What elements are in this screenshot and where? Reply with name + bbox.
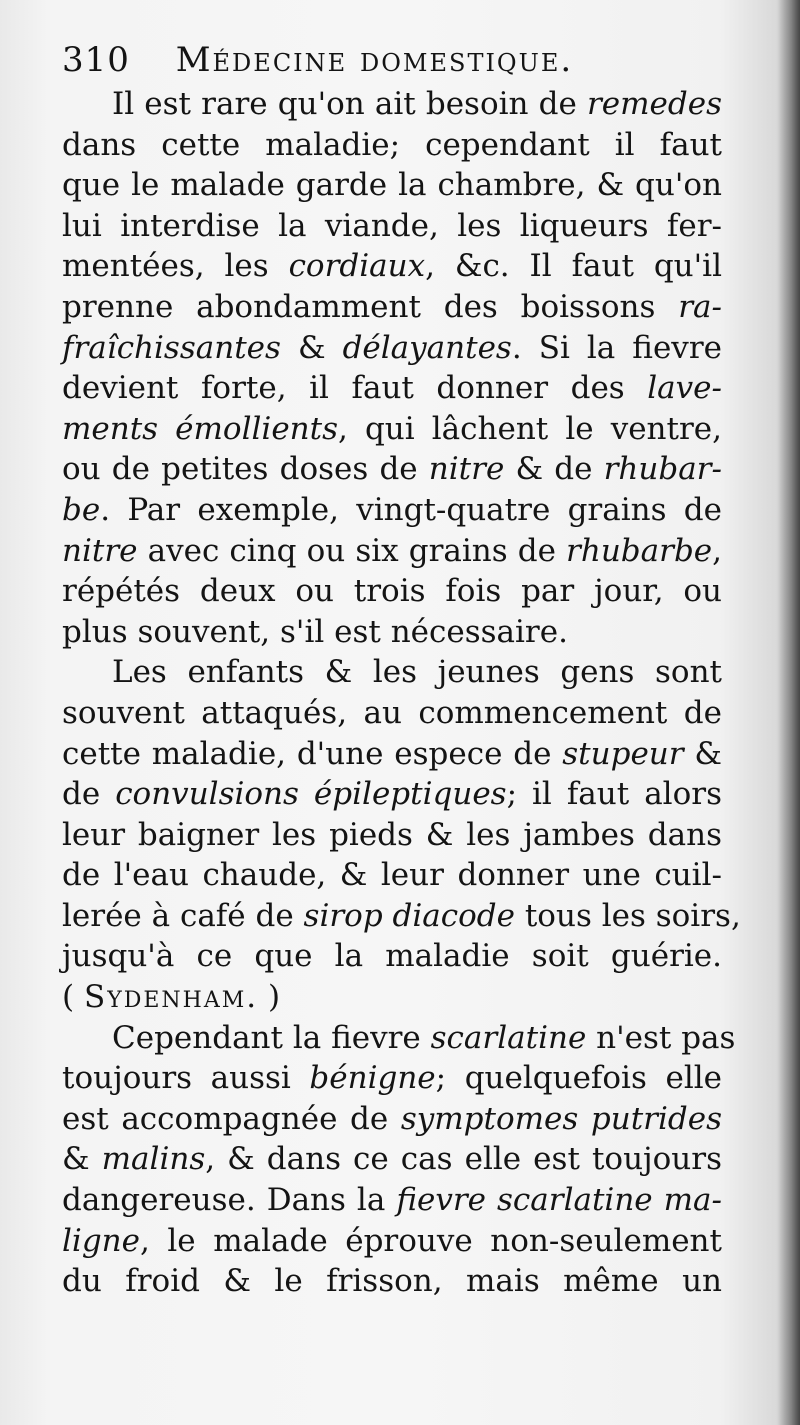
line-text: n'est pas: [586, 1019, 736, 1056]
line-text: que le malade garde la chambre, & qu'on: [62, 167, 722, 204]
page-header: [62, 40, 740, 88]
line-text: jusqu'à ce que la maladie soit guérie.: [62, 938, 722, 975]
text-line: [62, 1180, 722, 1221]
text-line: [62, 368, 722, 409]
italic-text: be: [62, 491, 101, 528]
line-text: répétés deux ou trois fois par jour, ou: [62, 573, 722, 610]
italic-text: malins: [101, 1141, 206, 1178]
line-text: de l'eau chaude, & leur donner une cuil-: [62, 857, 722, 894]
text-line: [62, 896, 741, 937]
text-line: [62, 1221, 722, 1262]
line-text: dangereuse. Dans la: [62, 1182, 397, 1219]
italic-text: rhubarbe: [566, 532, 713, 569]
text-line: [62, 531, 722, 572]
text-line: [62, 734, 722, 775]
italic-text: ra-: [678, 288, 722, 325]
italic-text: convulsions épileptiques: [115, 776, 507, 813]
line-text: lerée à café de: [62, 897, 304, 934]
text-line: [62, 936, 722, 977]
text-line: [62, 490, 722, 531]
text-line: [62, 571, 722, 612]
text-line: [62, 612, 722, 653]
line-text: tous les soirs,: [515, 897, 741, 934]
line-text: &: [62, 1141, 102, 1178]
line-text: plus souvent, s'il est nécessaire.: [62, 613, 568, 650]
line-text: &: [683, 735, 722, 772]
line-text: mentées, les: [62, 248, 289, 285]
text-line: [62, 1139, 722, 1180]
running-title: Médecine domestique.: [175, 40, 574, 80]
text-line: [62, 1058, 722, 1099]
line-text: est accompagnée de: [62, 1100, 401, 1137]
text-line: [62, 1018, 736, 1059]
line-text: dans cette maladie; cependant il faut: [62, 126, 722, 163]
line-text: , & dans ce cas elle est toujours: [205, 1141, 723, 1178]
line-text: du froid & le frisson, mais même un: [62, 1263, 722, 1300]
line-text: avec cinq ou six grains de: [137, 532, 567, 569]
line-text: de: [62, 776, 116, 813]
line-text: ,: [712, 532, 722, 569]
italic-text: rhubar-: [603, 451, 722, 488]
text-line: [62, 449, 722, 490]
italic-text: stupeur: [562, 735, 684, 772]
text-line: [62, 328, 722, 369]
line-text: , qui lâchent le ventre,: [338, 410, 722, 447]
line-text: , &c. Il faut qu'il: [425, 248, 723, 285]
italic-text: fraîchissantes: [62, 329, 281, 366]
line-text: ; il faut alors: [506, 776, 722, 813]
line-text: cette maladie, d'une espece de: [62, 735, 563, 772]
italic-text: remedes: [586, 86, 722, 122]
line-text: ou de petites doses de: [62, 451, 429, 488]
text-line: [62, 287, 722, 328]
italic-text: nitre: [428, 451, 505, 488]
text-line: [62, 693, 722, 734]
italic-text: ligne: [62, 1222, 140, 1259]
italic-text: délayantes: [342, 329, 512, 366]
text-line: [62, 206, 722, 247]
text-line: [62, 977, 722, 1018]
italic-text: nitre: [62, 532, 138, 569]
line-text: souvent attaqués, au commencement de: [62, 694, 722, 731]
line-text: ; quelquefois elle: [435, 1060, 722, 1097]
italic-text: fievre scarlatine ma-: [396, 1182, 722, 1219]
text-line: [62, 774, 722, 815]
line-text: & de: [504, 451, 604, 488]
line-text: . Si la fievre: [511, 329, 722, 366]
text-line: [62, 84, 722, 125]
line-text: prenne abondamment des boissons: [62, 288, 679, 325]
line-text: Il est rare qu'on ait besoin de: [112, 86, 587, 122]
page-number: 310: [62, 40, 130, 80]
small-caps-text: Sydenham.: [83, 979, 259, 1016]
line-text: Les enfants & les jeunes gens sont: [112, 654, 722, 691]
line-text: leur baigner les pieds & les jambes dans: [62, 816, 722, 853]
line-text: , le malade éprouve non-seulement: [139, 1222, 722, 1259]
line-text: ): [258, 979, 281, 1016]
line-text: &: [280, 329, 343, 366]
italic-text: cordiaux: [288, 248, 426, 285]
text-line: [62, 1099, 722, 1140]
text-line: [62, 855, 722, 896]
text-line: [62, 1261, 722, 1302]
italic-text: ments émollients: [62, 410, 338, 447]
text-line: [62, 125, 722, 166]
italic-text: lave-: [647, 370, 722, 407]
line-text: . Par exemple, vingt-quatre grains de: [100, 491, 722, 528]
line-text: devient forte, il faut donner des: [62, 370, 648, 407]
line-text: Cependant la fievre: [112, 1019, 431, 1056]
text-line: [62, 246, 722, 287]
line-text: toujours aussi: [62, 1060, 310, 1097]
text-line: [62, 815, 722, 856]
italic-text: symptomes putrides: [400, 1100, 722, 1137]
text-line: [62, 652, 722, 693]
italic-text: bénigne: [309, 1060, 436, 1097]
italic-text: sirop diacode: [303, 897, 515, 934]
body-text: [62, 84, 741, 1302]
line-text: lui interdise la viande, les liqueurs fer-: [62, 207, 722, 244]
italic-text: scarlatine: [430, 1019, 587, 1056]
line-text: (: [62, 979, 84, 1016]
text-line: [62, 165, 722, 206]
text-line: [62, 409, 722, 450]
